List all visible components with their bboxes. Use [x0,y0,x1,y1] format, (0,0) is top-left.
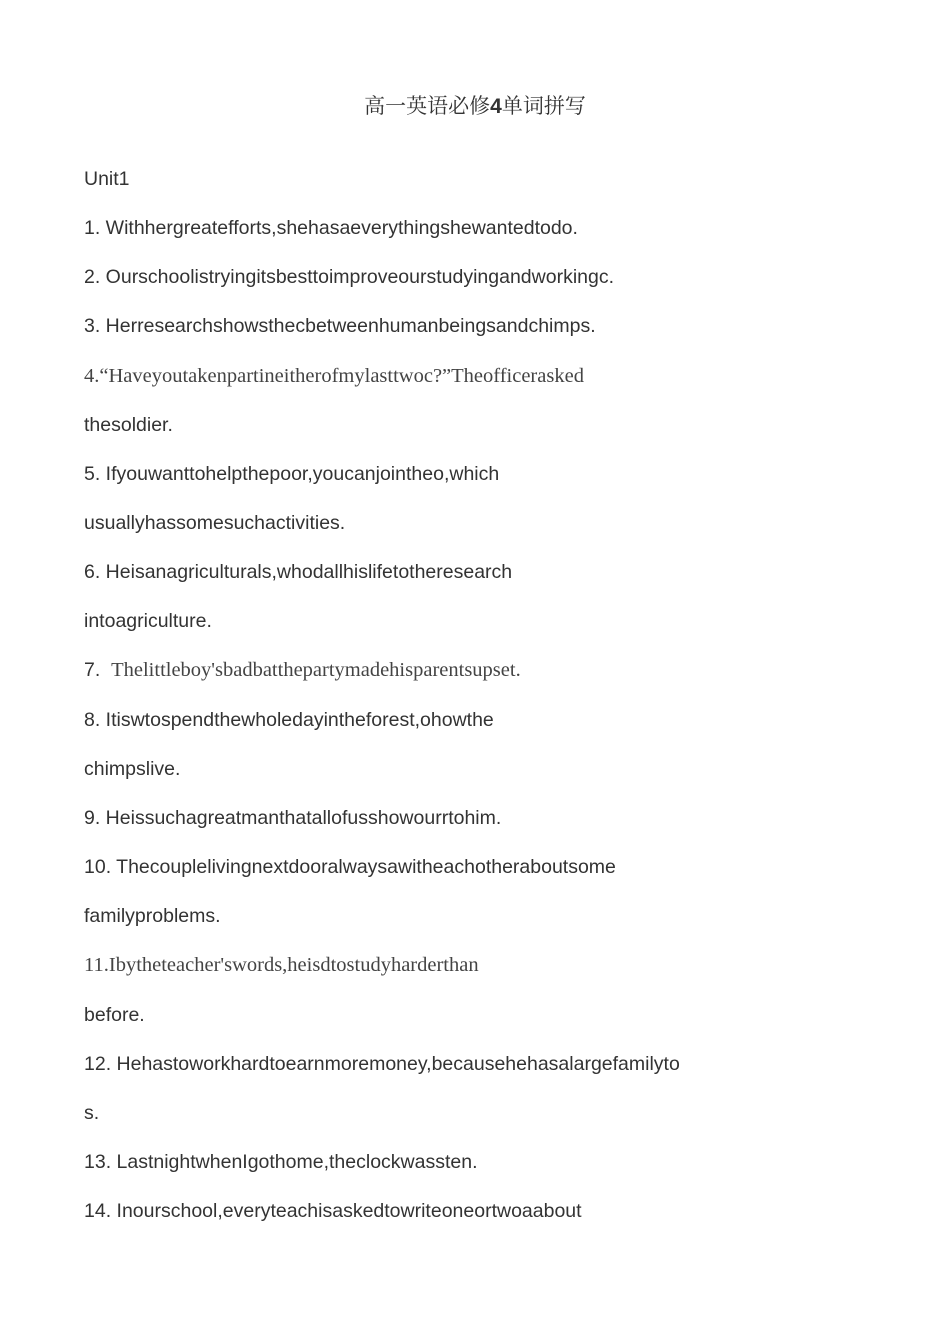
exercise-line: 8. Itiswtospendthewholedayintheforest,ohowthe [84,709,494,731]
unit-heading: Unit1 [84,168,130,190]
exercise-line: 3. Herresearchshowsthecbetweenhumanbeingsandchimps. [84,315,596,337]
exercise-line: 5. Ifyouwanttohelpthepoor,youcanjointheo,which [84,463,500,485]
exercise-line: 11.Ibytheteacher'swords,heisdtostudyharderthan [84,954,479,976]
page-title [0,92,950,121]
exercise-line: 10. Thecouplelivingnextdooralwaysawitheachotheraboutsome [84,856,616,878]
title-prefix: 高一英语必修 [364,94,491,118]
exercise-line-continuation: familyproblems. [84,905,221,927]
exercise-line: 2. Ourschoolistryingitsbesttoimproveourstudyingandworkingc. [84,266,615,288]
exercise-line: 14. Inourschool,everyteachisaskedtowriteoneortwoaabout [84,1200,582,1222]
exercise-line: 13. LastnightwhenIgothome,theclockwassten. [84,1151,478,1173]
exercise-line-continuation: before. [84,1004,145,1026]
title-number: 4 [490,95,502,118]
line-number: 7. [84,659,112,681]
exercise-line-continuation: thesoldier. [84,414,173,436]
exercise-line-continuation: chimpslive. [84,758,181,780]
exercise-line: 9. Heissuchagreatmanthatallofusshowourrtohim. [84,807,502,829]
line-text: Thelittleboy'sbadbatthepartymadehisparentsupset. [111,659,521,681]
exercise-line-continuation: intoagriculture. [84,610,212,632]
exercise-line: 1. Withhergreatefforts,shehasaeverythingshewantedtodo. [84,217,578,239]
exercise-line [84,658,521,682]
exercise-line: 12. Hehastoworkhardtoearnmoremoney,becausehehasalargefamilyto [84,1053,680,1075]
exercise-line-continuation: usuallyhassomesuchactivities. [84,512,346,534]
exercise-line-continuation: s. [84,1102,100,1124]
exercise-line: 4.“Haveyoutakenpartineitherofmylasttwoc?”Theofficerasked [84,365,584,387]
title-suffix: 单词拼写 [501,94,586,118]
exercise-line: 6. Heisanagriculturals,whodallhislifetotheresearch [84,561,513,583]
